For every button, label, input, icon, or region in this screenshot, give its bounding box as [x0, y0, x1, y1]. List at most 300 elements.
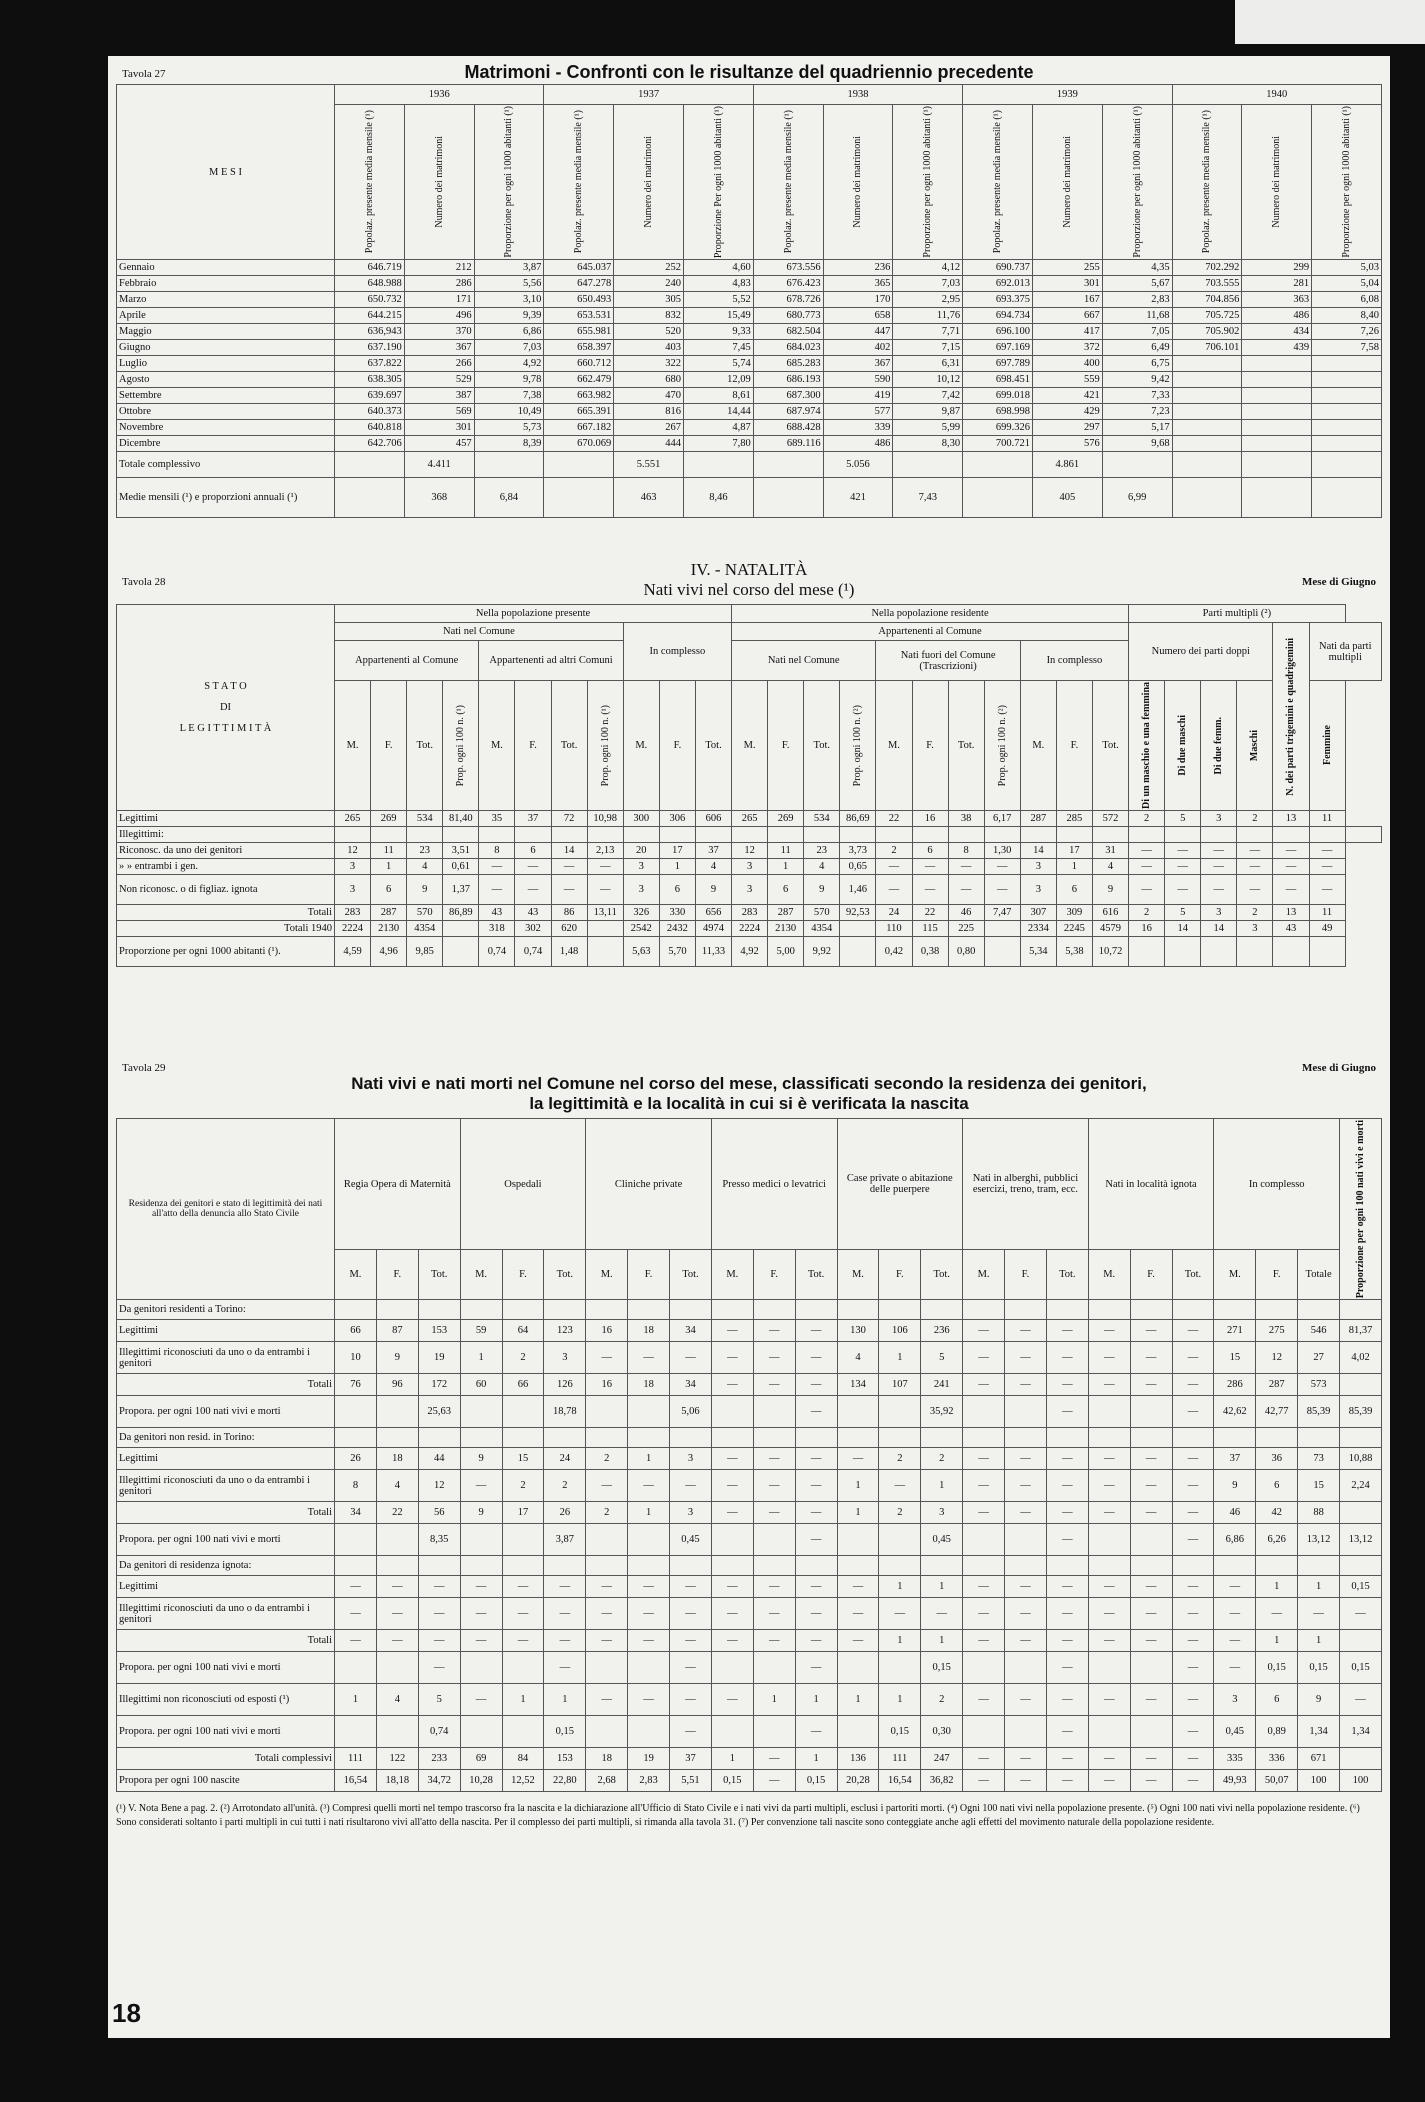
t27-cell: 670.069 — [544, 436, 614, 452]
t28-row — [117, 936, 1382, 966]
legittimita-label: L E G I T T I M I T À — [179, 722, 272, 734]
t29-cell: — — [1005, 1342, 1047, 1374]
t29-row-label: Illegittimi riconosciuti da uno o da entrambi i genitori — [117, 1470, 335, 1502]
t27-cell: 647.278 — [544, 276, 614, 292]
t27-cell — [1312, 436, 1382, 452]
t29-row-label: Da genitori residenti a Torino: — [117, 1300, 335, 1320]
t28-row — [117, 810, 1382, 826]
table-29-title-2: la legittimità e la località in cui si è verificata la nascita — [529, 1094, 969, 1113]
t29-cell — [1340, 1556, 1382, 1576]
t29-cell: 1 — [1256, 1630, 1298, 1652]
t28-cell: 265 — [335, 810, 371, 826]
t29-cell: — — [753, 1576, 795, 1598]
t29-cell: — — [1005, 1576, 1047, 1598]
t27-medie-value — [1242, 478, 1312, 518]
t28-cell: 302 — [515, 920, 551, 936]
t29-cell: — — [1130, 1748, 1172, 1770]
t29-cell: — — [670, 1684, 712, 1716]
t29-cell — [1130, 1524, 1172, 1556]
t29-cell: 0,15 — [921, 1652, 963, 1684]
t28-cell: 6 — [768, 874, 804, 904]
t29-cell: — — [1046, 1748, 1088, 1770]
in-complesso-r: In complesso — [1020, 641, 1128, 681]
t28-cell: 23 — [407, 842, 443, 858]
t28-cell: 17 — [1056, 842, 1092, 858]
t28-cell: 12 — [335, 842, 371, 858]
t27-cell: 363 — [1242, 292, 1312, 308]
t28-cell: 43 — [1273, 920, 1309, 936]
t27-cell: 646.719 — [335, 260, 405, 276]
t29-cell — [335, 1524, 377, 1556]
grp-residente: Nella popolazione residente — [732, 605, 1129, 623]
t27-cell: 697.789 — [963, 356, 1033, 372]
t27-cell: 667 — [1032, 308, 1102, 324]
t29-cell: 233 — [418, 1748, 460, 1770]
t27-cell: 702.292 — [1172, 260, 1242, 276]
t27-cell: 684.023 — [753, 340, 823, 356]
t28-cell: 283 — [335, 904, 371, 920]
t28-row — [117, 920, 1382, 936]
t28-multi-head — [1309, 681, 1345, 811]
t29-cell — [1298, 1428, 1340, 1448]
t29-cell: 153 — [418, 1320, 460, 1342]
t27-month: Ottobre — [117, 404, 335, 420]
t27-cell — [1172, 420, 1242, 436]
t28-cell: 11,33 — [695, 936, 731, 966]
t29-cell: — — [795, 1598, 837, 1630]
t29-cell — [460, 1428, 502, 1448]
t29-cell: 64 — [502, 1320, 544, 1342]
t29-cell: — — [1088, 1770, 1130, 1792]
t29-cell — [502, 1716, 544, 1748]
t29-cell: — — [753, 1598, 795, 1630]
t29-cell: — — [544, 1576, 586, 1598]
t29-label-head: Residenza dei genitori e stato di legittimità dei nati all'atto della denuncia allo Stato Civile — [117, 1119, 335, 1300]
t29-cell — [1340, 1374, 1382, 1396]
t29-cell — [544, 1300, 586, 1320]
t28-cell: 620 — [551, 920, 587, 936]
t29-cell — [670, 1556, 712, 1576]
t29-cell: — — [1088, 1576, 1130, 1598]
t28-row — [117, 826, 1382, 842]
t27-cell: 439 — [1242, 340, 1312, 356]
t28-cell: 225 — [948, 920, 984, 936]
t29-cell: — — [1172, 1502, 1214, 1524]
t29-cell: — — [795, 1716, 837, 1748]
t29-cell — [711, 1428, 753, 1448]
t28-cell: 3 — [1201, 904, 1237, 920]
t29-cell: — — [1005, 1448, 1047, 1470]
table-27-section — [116, 62, 1382, 518]
t27-cell: 11,76 — [893, 308, 963, 324]
t29-cell: — — [753, 1630, 795, 1652]
t29-cell: — — [1046, 1374, 1088, 1396]
t29-cell: — — [711, 1374, 753, 1396]
t29-cell: — — [753, 1770, 795, 1792]
t28-row — [117, 874, 1382, 904]
t27-cell: 663.982 — [544, 388, 614, 404]
t28-subhead: M. — [1020, 681, 1056, 811]
t28-cell: 11 — [1309, 810, 1345, 826]
t29-row-label: Propora. per ogni 100 nati vivi e morti — [117, 1652, 335, 1684]
t27-total-value: 5.056 — [823, 452, 893, 478]
t29-cell: 3 — [1214, 1684, 1256, 1716]
t28-cell: — — [912, 874, 948, 904]
t28-cell: — — [876, 874, 912, 904]
t28-cell: 1 — [371, 858, 407, 874]
t28-cell — [1165, 936, 1201, 966]
t27-medie-row — [117, 478, 1382, 518]
t28-subhead: F. — [912, 681, 948, 811]
t29-cell: — — [753, 1748, 795, 1770]
t27-medie-value: 405 — [1032, 478, 1102, 518]
t29-cell: — — [795, 1524, 837, 1556]
t27-cell: 703.555 — [1172, 276, 1242, 292]
t27-cell: 9,39 — [474, 308, 544, 324]
t27-cell: 171 — [404, 292, 474, 308]
t29-cell: — — [1172, 1684, 1214, 1716]
t28-cell: — — [1309, 842, 1345, 858]
t27-cell: 255 — [1032, 260, 1102, 276]
t29-cell — [1340, 1502, 1382, 1524]
t28-cell: 265 — [732, 810, 768, 826]
t29-cell — [1130, 1300, 1172, 1320]
t29-cell: 60 — [460, 1374, 502, 1396]
t28-cell: — — [984, 874, 1020, 904]
t29-cell — [586, 1300, 628, 1320]
t29-cell — [1340, 1748, 1382, 1770]
t29-cell: 18,78 — [544, 1396, 586, 1428]
t29-cell: — — [795, 1448, 837, 1470]
t28-cell: 3,51 — [443, 842, 479, 858]
t28-cell: 9 — [1092, 874, 1128, 904]
t29-cell: — — [795, 1470, 837, 1502]
t29-sub-m: M. — [963, 1250, 1005, 1300]
t27-row — [117, 340, 1382, 356]
t29-row — [117, 1684, 1382, 1716]
t29-cell: 1 — [921, 1576, 963, 1598]
t29-row-label: Illegittimi riconosciuti da uno o da entrambi i genitori — [117, 1342, 335, 1374]
t29-cell: — — [670, 1470, 712, 1502]
t28-cell: — — [1129, 858, 1165, 874]
t28-cell: — — [1237, 842, 1273, 858]
t27-cell: 6,86 — [474, 324, 544, 340]
t29-cell — [628, 1396, 670, 1428]
t29-cell — [1340, 1630, 1382, 1652]
t29-cell: 0,15 — [1340, 1652, 1382, 1684]
t28-cell: 3 — [623, 858, 659, 874]
t27-cell: 5,74 — [683, 356, 753, 372]
t27-cell — [544, 478, 614, 518]
t27-row — [117, 388, 1382, 404]
t28-cell: 3 — [732, 858, 768, 874]
t29-cell: 69 — [460, 1748, 502, 1770]
t29-cell: — — [544, 1652, 586, 1684]
di-label: DI — [219, 701, 232, 713]
t27-cell: 694.734 — [963, 308, 1033, 324]
t29-cell: 236 — [921, 1320, 963, 1342]
t29-cell — [1256, 1556, 1298, 1576]
t29-cell: 12 — [1256, 1342, 1298, 1374]
t28-cell: 9 — [695, 874, 731, 904]
t29-cell: — — [1005, 1770, 1047, 1792]
t29-cell: 136 — [837, 1748, 879, 1770]
t29-cell: 3 — [544, 1342, 586, 1374]
t28-cell: 16 — [912, 810, 948, 826]
t29-cell: 24 — [544, 1448, 586, 1470]
t29-sub-f: F. — [628, 1250, 670, 1300]
t27-medie-label: Medie mensili (¹) e proporzioni annuali (¹) — [117, 478, 335, 518]
t27-month: Gennaio — [117, 260, 335, 276]
t29-cell: — — [1130, 1598, 1172, 1630]
t28-cell: 5 — [1165, 904, 1201, 920]
t27-cell: 15,49 — [683, 308, 753, 324]
t29-cell: 2 — [544, 1470, 586, 1502]
t29-cell — [795, 1428, 837, 1448]
t29-cell: 42,77 — [1256, 1396, 1298, 1428]
t29-cell — [460, 1716, 502, 1748]
t29-cell: 2,83 — [628, 1770, 670, 1792]
t28-cell: — — [948, 858, 984, 874]
t27-cell: 2,95 — [893, 292, 963, 308]
t29-cell: 35,92 — [921, 1396, 963, 1428]
t29-cell — [1088, 1556, 1130, 1576]
t27-row — [117, 276, 1382, 292]
t29-cell: 3,87 — [544, 1524, 586, 1556]
t28-cell — [840, 826, 876, 842]
t28-cell: 285 — [1056, 810, 1092, 826]
t29-cell: 15 — [1298, 1470, 1340, 1502]
t28-subhead-label: Prop. ogni 100 n. (¹) — [455, 704, 467, 787]
t27-cell: 6,49 — [1102, 340, 1172, 356]
t28-cell — [804, 826, 840, 842]
t28-cell: — — [1129, 874, 1165, 904]
t28-row — [117, 858, 1382, 874]
t29-cell — [711, 1524, 753, 1556]
t27-cell: 9,68 — [1102, 436, 1172, 452]
t27-colhead-label: Proporzione per ogni 1000 abitanti (¹) — [1131, 106, 1143, 258]
t29-cell: — — [963, 1448, 1005, 1470]
document-page — [108, 56, 1390, 2038]
t29-sub-tot: Tot. — [670, 1250, 712, 1300]
t27-month: Agosto — [117, 372, 335, 388]
t28-cell: — — [1201, 858, 1237, 874]
t29-group-head: Cliniche private — [586, 1119, 712, 1250]
t28-subhead — [984, 681, 1020, 811]
t29-cell — [753, 1300, 795, 1320]
t29-cell: 0,45 — [670, 1524, 712, 1556]
t28-cell — [335, 826, 371, 842]
year-1940: 1940 — [1172, 85, 1381, 105]
t29-cell: — — [963, 1342, 1005, 1374]
t29-prop-head — [1340, 1119, 1382, 1300]
t29-cell: 1 — [921, 1470, 963, 1502]
t28-cell: 330 — [659, 904, 695, 920]
t29-cell: — — [335, 1630, 377, 1652]
t27-colhead — [1312, 105, 1382, 260]
t28-cell: 0,38 — [912, 936, 948, 966]
t27-cell: 706.101 — [1172, 340, 1242, 356]
t27-month: Dicembre — [117, 436, 335, 452]
t27-cell: 6,31 — [893, 356, 963, 372]
t29-cell: — — [586, 1576, 628, 1598]
t27-colhead — [963, 105, 1033, 260]
t28-cell: — — [551, 874, 587, 904]
t29-cell: 44 — [418, 1448, 460, 1470]
t29-cell: — — [628, 1598, 670, 1630]
t29-cell: 9 — [460, 1502, 502, 1524]
t29-cell: — — [1214, 1576, 1256, 1598]
t28-cell: — — [551, 858, 587, 874]
t29-cell: 37 — [670, 1748, 712, 1770]
t29-cell: 271 — [1214, 1320, 1256, 1342]
t29-cell — [376, 1524, 418, 1556]
t28-cell: 2130 — [371, 920, 407, 936]
t29-cell: 19 — [418, 1342, 460, 1374]
t28-cell: 1 — [1056, 858, 1092, 874]
t29-cell: — — [711, 1630, 753, 1652]
t29-row-label: Totali — [117, 1502, 335, 1524]
t28-cell: 9 — [804, 874, 840, 904]
t29-cell: 42,62 — [1214, 1396, 1256, 1428]
t29-cell — [628, 1556, 670, 1576]
t29-cell: — — [460, 1598, 502, 1630]
t29-row — [117, 1342, 1382, 1374]
t29-cell: 15 — [502, 1448, 544, 1470]
t29-cell: 122 — [376, 1748, 418, 1770]
t28-cell: — — [515, 874, 551, 904]
t29-sub-tot: Tot. — [795, 1250, 837, 1300]
t28-cell: 4,96 — [371, 936, 407, 966]
t29-cell: 85,39 — [1298, 1396, 1340, 1428]
t29-cell — [376, 1652, 418, 1684]
footnote: (¹) V. Nota Bene a pag. 2. (²) Arrotondato all'unità. (³) Compresi quelli morti nel tempo trascorso fra la nascita e la dichiarazione all'Ufficio di Stato Civile e i nati vivi da parti multipli, esclusi i partoriti morti. (⁴) Ogni 100 nati vivi nella popolazione presente. (⁵) Ogni 100 nati vivi nella popolazione residente. (⁶) Sono considerati soltanto i parti multipli in cui tutti i nati risultarono vivi all'atto della nascita. Per il complesso dei parti multipli, si rimanda alla tavola 31. (⁷) Per convenzione tali nascite sono conteggiate anche agli effetti del movimento naturale della popolazione residente. — [116, 1803, 1360, 1829]
t29-cell: — — [837, 1448, 879, 1470]
t29-row — [117, 1374, 1382, 1396]
t29-group-head: Case private o abitazione delle puerpere — [837, 1119, 963, 1250]
t29-cell — [376, 1428, 418, 1448]
t29-row — [117, 1428, 1382, 1448]
t29-cell: — — [628, 1630, 670, 1652]
t29-cell — [837, 1716, 879, 1748]
t28-cell: 6 — [1056, 874, 1092, 904]
t29-cell: — — [1172, 1652, 1214, 1684]
t29-cell: 46 — [1214, 1502, 1256, 1524]
t28-cell: 5,00 — [768, 936, 804, 966]
t29-cell: — — [586, 1684, 628, 1716]
t27-cell: 470 — [614, 388, 684, 404]
t29-cell — [879, 1396, 921, 1428]
t29-sub-tot: Tot. — [1172, 1250, 1214, 1300]
t29-cell: 9 — [1298, 1684, 1340, 1716]
t29-cell: — — [1046, 1470, 1088, 1502]
t28-cell: 3,73 — [840, 842, 876, 858]
t27-cell: 645.037 — [544, 260, 614, 276]
t29-cell: 286 — [1214, 1374, 1256, 1396]
t29-cell: — — [1046, 1770, 1088, 1792]
t29-cell: — — [1046, 1396, 1088, 1428]
t29-cell: 100 — [1340, 1770, 1382, 1792]
t27-colhead — [823, 105, 893, 260]
t28-row — [117, 904, 1382, 920]
t29-cell — [628, 1716, 670, 1748]
t29-cell — [837, 1652, 879, 1684]
t28-cell: 13,11 — [587, 904, 623, 920]
t29-row — [117, 1770, 1382, 1792]
t27-cell: 700.721 — [963, 436, 1033, 452]
t27-colhead — [1242, 105, 1312, 260]
t29-cell: 73 — [1298, 1448, 1340, 1470]
t29-cell — [711, 1556, 753, 1576]
t29-cell — [1088, 1428, 1130, 1448]
t27-cell: 457 — [404, 436, 474, 452]
t28-cell — [659, 826, 695, 842]
t29-cell: 1 — [753, 1684, 795, 1716]
t29-cell — [586, 1556, 628, 1576]
t28-cell: 534 — [804, 810, 840, 826]
t28-subhead: Tot. — [695, 681, 731, 811]
t29-row-label: Illegittimi riconosciuti da uno o da entrambi i genitori — [117, 1598, 335, 1630]
t28-cell: 287 — [371, 904, 407, 920]
t27-total-value: 4.861 — [1032, 452, 1102, 478]
t29-cell — [418, 1556, 460, 1576]
t29-cell: — — [586, 1630, 628, 1652]
t29-sub-m: M. — [586, 1250, 628, 1300]
t29-cell: 1 — [628, 1448, 670, 1470]
t29-cell — [335, 1428, 377, 1448]
t29-cell — [376, 1300, 418, 1320]
t28-row-label: Illegittimi: — [117, 826, 335, 842]
t27-month: Novembre — [117, 420, 335, 436]
t28-row-label: Totali — [117, 904, 335, 920]
t27-colhead — [1172, 105, 1242, 260]
t29-cell: 0,15 — [1340, 1576, 1382, 1598]
t29-group-head: In complesso — [1214, 1119, 1340, 1250]
t29-cell: 111 — [879, 1748, 921, 1770]
t28-cell: 4974 — [695, 920, 731, 936]
t27-cell: 7,05 — [1102, 324, 1172, 340]
t29-cell: — — [1005, 1630, 1047, 1652]
t29-cell: 9 — [376, 1342, 418, 1374]
t29-cell: 84 — [502, 1748, 544, 1770]
t29-cell: 88 — [1298, 1502, 1340, 1524]
t29-cell: — — [1130, 1502, 1172, 1524]
t29-cell: — — [711, 1470, 753, 1502]
t27-row — [117, 260, 1382, 276]
t27-cell: 689.116 — [753, 436, 823, 452]
t29-cell: — — [460, 1630, 502, 1652]
t29-cell: 34,72 — [418, 1770, 460, 1792]
t27-medie-prop: 6,99 — [1102, 478, 1172, 518]
t27-cell: 698.451 — [963, 372, 1033, 388]
t29-cell: — — [1088, 1320, 1130, 1342]
t27-cell: 486 — [1242, 308, 1312, 324]
t29-cell — [1172, 1556, 1214, 1576]
t28-cell — [984, 920, 1020, 936]
t29-cell: — — [1130, 1770, 1172, 1792]
t28-cell: 287 — [768, 904, 804, 920]
page-number: 18 — [112, 1998, 141, 2028]
t27-cell: 637.822 — [335, 356, 405, 372]
t27-total-label: Totale complessivo — [117, 452, 335, 478]
t29-cell: 100 — [1298, 1770, 1340, 1792]
t27-cell — [1172, 436, 1242, 452]
t29-cell: 0,15 — [879, 1716, 921, 1748]
t29-cell: 2 — [879, 1448, 921, 1470]
t29-cell: 18 — [628, 1374, 670, 1396]
t27-cell: 686.193 — [753, 372, 823, 388]
t29-cell: 123 — [544, 1320, 586, 1342]
